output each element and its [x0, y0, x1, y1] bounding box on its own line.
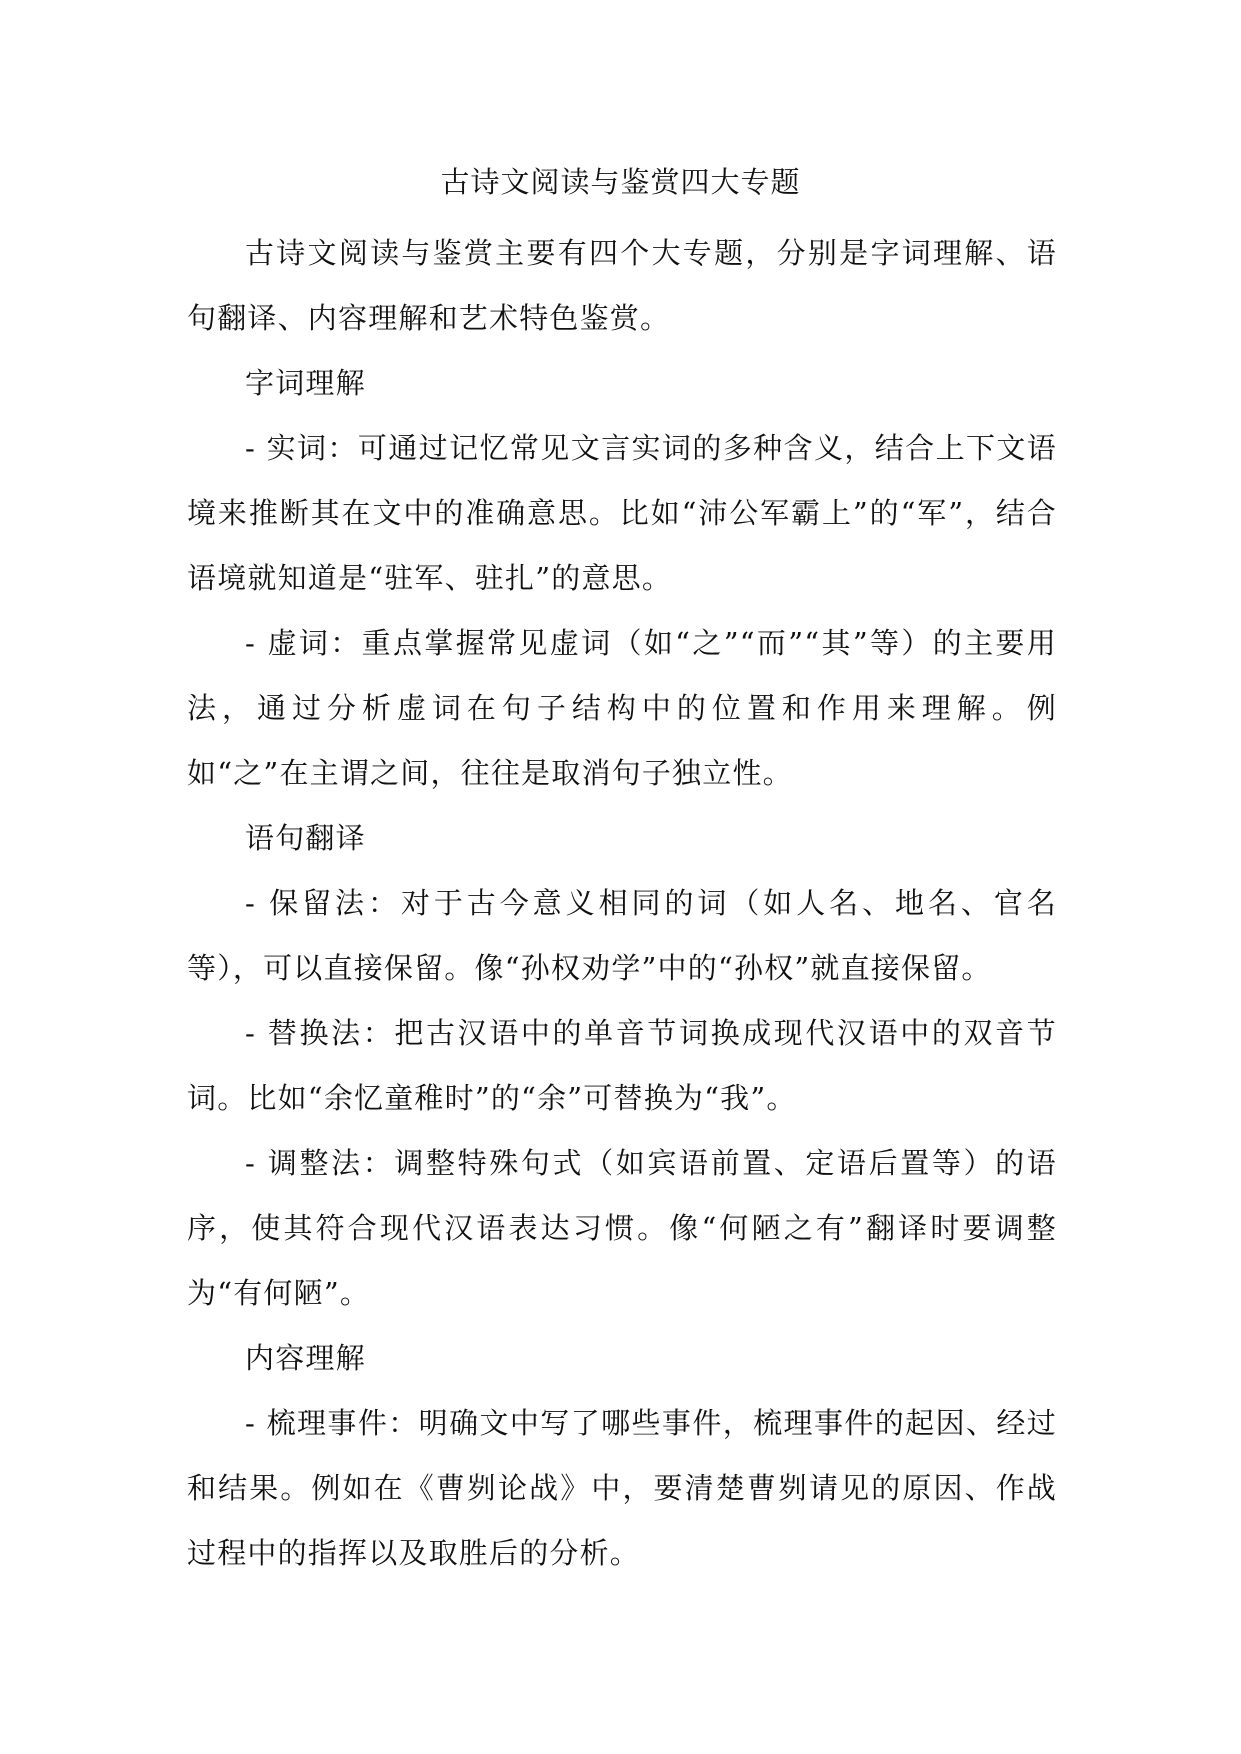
- item-sort-events: - 梳理事件：明确文中写了哪些事件，梳理事件的起因、经过和结果。例如在《曹刿论战》中，要清楚曹刿请见的原因、作战过程中的指挥以及取胜后的分析。: [187, 1406, 1057, 1570]
- document-title: 古诗文阅读与鉴赏四大专题: [440, 165, 801, 199]
- section-heading-sentence-translation: 语句翻译: [245, 821, 366, 855]
- item-retain-method: - 保留法：对于古今意义相同的词（如人名、地名、官名等），可以直接保留。像“孙权劝学”中的“孙权”就直接保留。: [187, 886, 1057, 985]
- intro-paragraph: 古诗文阅读与鉴赏主要有四个大专题，分别是字词理解、语句翻译、内容理解和艺术特色鉴赏。: [187, 236, 1057, 335]
- section-heading-content-understanding: 内容理解: [245, 1341, 366, 1375]
- item-content-words: - 实词：可通过记忆常见文言实词的多种含义，结合上下文语境来推断其在文中的准确意思。比如“沛公军霸上”的“军”，结合语境就知道是“驻军、驻扎”的意思。: [187, 431, 1057, 595]
- item-replace-method: - 替换法：把古汉语中的单音节词换成现代汉语中的双音节词。比如“余忆童稚时”的“余”可替换为“我”。: [187, 1016, 1057, 1115]
- item-function-words: - 虚词：重点掌握常见虚词（如“之”“而”“其”等）的主要用法，通过分析虚词在句子结构中的位置和作用来理解。例如“之”在主谓之间，往往是取消句子独立性。: [187, 626, 1057, 790]
- item-adjust-method: - 调整法：调整特殊句式（如宾语前置、定语后置等）的语序，使其符合现代汉语表达习惯。像“何陋之有”翻译时要调整为“有何陋”。: [187, 1146, 1057, 1310]
- document-body: [187, 221, 1057, 1586]
- section-heading-word-understanding: 字词理解: [245, 366, 366, 400]
